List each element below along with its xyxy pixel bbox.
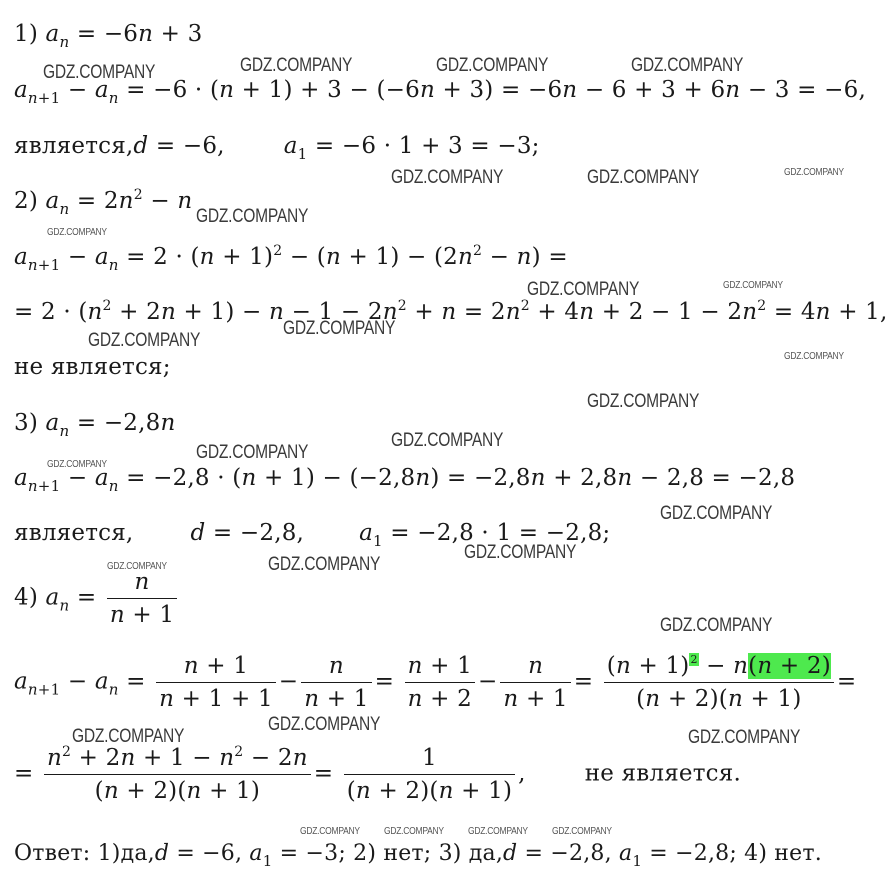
watermark: GDZ.COMPANY: [107, 561, 167, 572]
watermark: GDZ.COMPANY: [391, 430, 504, 451]
watermark: GDZ.COMPANY: [384, 826, 444, 837]
p2-formula: 2) $a_n = 2n^2 - n$: [14, 187, 193, 218]
p3-label: 3): [14, 410, 39, 436]
watermark: GDZ.COMPANY: [660, 615, 773, 636]
p4-formula: 4) $a_n$ = $\frac{n}{n + 1}$: [14, 568, 180, 629]
watermark: GDZ.COMPANY: [436, 55, 549, 76]
p2-difference: $a_{n+1} - a_n = 2 \cdot (n + 1)^2 - (n + 1) - (2n^2 - n)$ =: [14, 243, 568, 274]
p2-verdict: не является;: [14, 354, 171, 380]
watermark: GDZ.COMPANY: [240, 55, 353, 76]
watermark: GDZ.COMPANY: [631, 55, 744, 76]
watermark: GDZ.COMPANY: [268, 554, 381, 575]
watermark: GDZ.COMPANY: [196, 442, 309, 463]
watermark: GDZ.COMPANY: [47, 459, 107, 470]
watermark: GDZ.COMPANY: [587, 391, 700, 412]
p1-verdict: является,d = −6, $a_1 = -6 \cdot 1 + 3 = -3$;: [14, 133, 540, 163]
p3-verdict: является, d = −2,8, $a_1 = -2,8 \cdot 1 = -2,8$;: [14, 520, 611, 550]
watermark: GDZ.COMPANY: [283, 318, 396, 339]
watermark: GDZ.COMPANY: [688, 727, 801, 748]
p4-verdict: не является.: [584, 760, 741, 787]
watermark: GDZ.COMPANY: [268, 714, 381, 735]
watermark: GDZ.COMPANY: [468, 826, 528, 837]
watermark: GDZ.COMPANY: [72, 726, 185, 747]
p1-difference: $a_{n+1} - a_n = -6 \cdot (n + 1) + 3 - (-6n + 3) = -6n - 6 + 3 + 6n - 3 = -6$,: [14, 77, 866, 107]
watermark: GDZ.COMPANY: [47, 227, 107, 238]
watermark: GDZ.COMPANY: [300, 826, 360, 837]
p1-formula: 1) $a_n = -6n + 3$: [14, 21, 203, 51]
watermark: GDZ.COMPANY: [660, 503, 773, 524]
watermark: GDZ.COMPANY: [552, 826, 612, 837]
watermark: GDZ.COMPANY: [784, 351, 844, 362]
p2-label: 2): [14, 188, 39, 214]
watermark: GDZ.COMPANY: [723, 280, 783, 291]
watermark: GDZ.COMPANY: [88, 330, 201, 351]
answer-line: Ответ: 1)да,d = −6, $a_1 = -3$; 2) нет; 3) да,d = −2,8, $a_1 = -2,8$; 4) нет.: [14, 841, 822, 870]
p3-difference: $a_{n+1} - a_n = -2,8 \cdot (n + 1) - (-2,8n) = -2,8n + 2,8n - 2,8 = -2,8$: [14, 465, 796, 495]
p4-difference: $a_{n+1} - a_n$ = $\frac{n + 1}{n + 1 + 1}$ − $\frac{n}{n + 1}$ = $\frac{n + 1}{n + 2}$ − $\frac{n}{n + 1}$ = $\frac{(n + 1)^2 - n(n + 2)}{(n + 2)(n + 1)}$ =: [14, 653, 857, 712]
p4-label: 4): [14, 584, 39, 611]
watermark: GDZ.COMPANY: [587, 167, 700, 188]
watermark: GDZ.COMPANY: [464, 542, 577, 563]
p3-formula: 3) $a_n = -2,8n$: [14, 410, 176, 440]
watermark: GDZ.COMPANY: [527, 279, 640, 300]
watermark: GDZ.COMPANY: [196, 206, 309, 227]
p2-expansion: = $2 \cdot (n^2 + 2n + 1) - n - 1 - 2n^2 + n = 2n^2 + 4n + 2 - 1 - 2n^2 = 4n + 1$,: [14, 298, 888, 325]
p4-simplified: = $\frac{n^2 + 2n + 1 - n^2 - 2n}{(n + 2)(n + 1)}$ = $\frac{1}{(n + 2)(n + 1)}$ , не является.: [14, 744, 741, 804]
watermark: GDZ.COMPANY: [43, 62, 156, 83]
watermark: GDZ.COMPANY: [784, 167, 844, 178]
watermark: GDZ.COMPANY: [391, 167, 504, 188]
p1-label: 1): [14, 21, 39, 47]
